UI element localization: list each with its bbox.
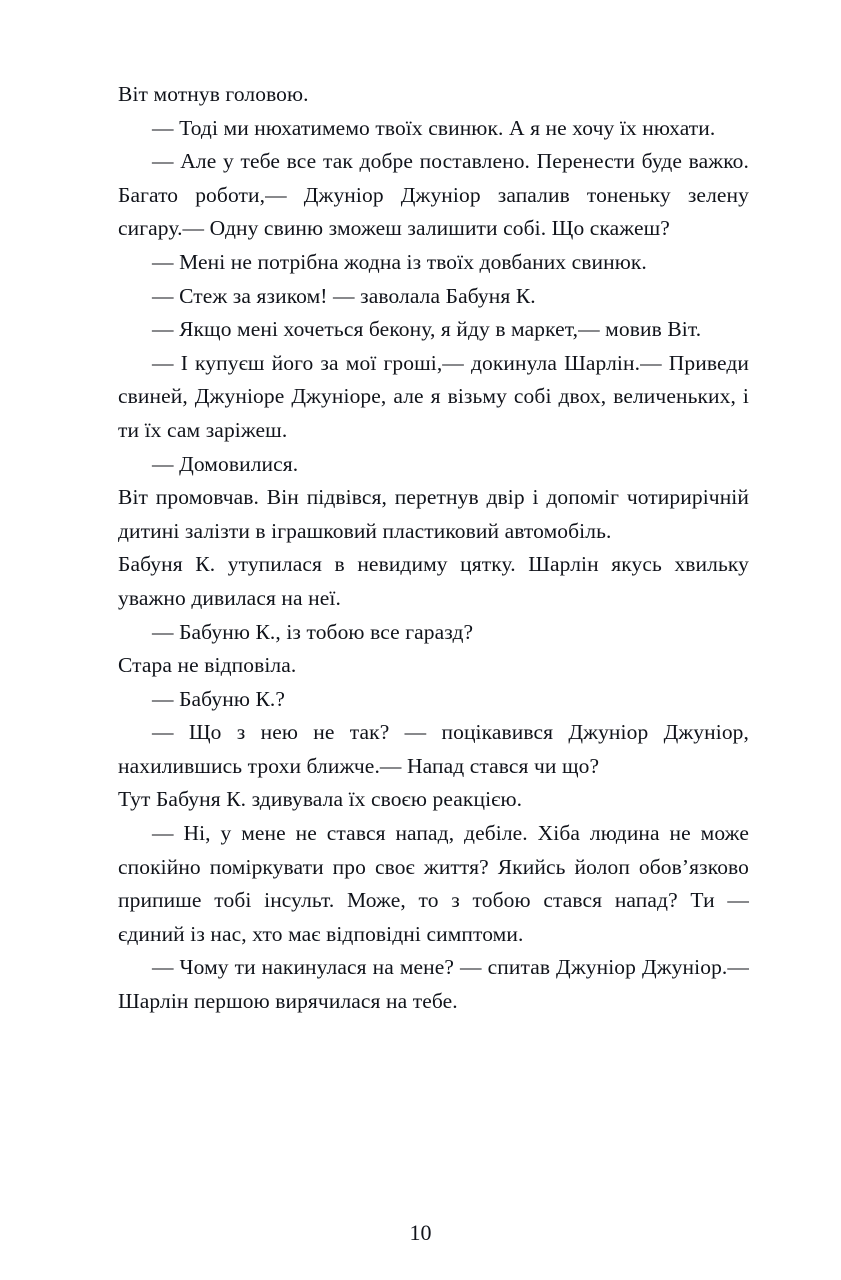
page-body-text (118, 78, 749, 1019)
paragraph: — Якщо мені хочеться бекону, я йду в маркет,— мовив Віт. (152, 317, 702, 342)
paragraph: — Але у тебе все так добре поставлено. Перенести буде важко. Багато роботи,— Джуніор Джуніор запалив тоненьку зелену сигару.— Одну свиню зможеш залишити собі. Що скажеш? (118, 149, 749, 241)
paragraph: — Бабуню К.? (152, 686, 286, 711)
paragraph: Віт промовчав. Він підвівся, перетнув двір і допоміг чотирирічній дитині залізти в іграшковий пластиковий автомобіль. (118, 485, 749, 543)
paragraph: Бабуня К. утупилася в невидиму цятку. Шарлін якусь хвильку уважно дивилася на неї. (118, 552, 749, 610)
paragraph: — Стеж за язиком! — заволала Бабуня К. (152, 283, 536, 308)
paragraph: — Тоді ми нюхатимемо твоїх свинюк. А я не хочу їх нюхати. (152, 115, 716, 140)
paragraph: — Ні, у мене не стався напад, дебіле. Хіба людина не може спокійно поміркувати про своє життя? Якийсь йолоп обов’язково припише тобі інсульт. Може, то з тобою стався напад? Ти — єдиний із нас, хто має відповідні симптоми. (118, 821, 749, 946)
paragraph: — І купуєш його за мої гроші,— докинула Шарлін.— Приведи свиней, Джуніоре Джуніоре, але я візьму собі двох, величеньких, і ти їх сам заріжеш. (118, 350, 749, 442)
paragraph: — Мені не потрібна жодна із твоїх довбаних свинюк. (152, 249, 647, 274)
paragraph: — Що з нею не так? — поцікавився Джуніор Джуніор, нахилившись трохи ближче.— Напад стався чи що? (118, 720, 749, 778)
paragraph: Віт мотнув головою. (118, 82, 309, 106)
paragraph: — Домовилися. (152, 451, 299, 476)
page-number: 10 (409, 1220, 432, 1245)
paragraph: Тут Бабуня К. здивувала їх своєю реакцією. (118, 787, 523, 812)
paragraph: — Бабуню К., із тобою все гаразд? (152, 619, 474, 644)
paragraph: Стара не відповіла. (118, 653, 297, 678)
paragraph: — Чому ти накинулася на мене? — спитав Джуніор Джуніор.— Шарлін першою вирячилася на тебе. (118, 955, 749, 1014)
